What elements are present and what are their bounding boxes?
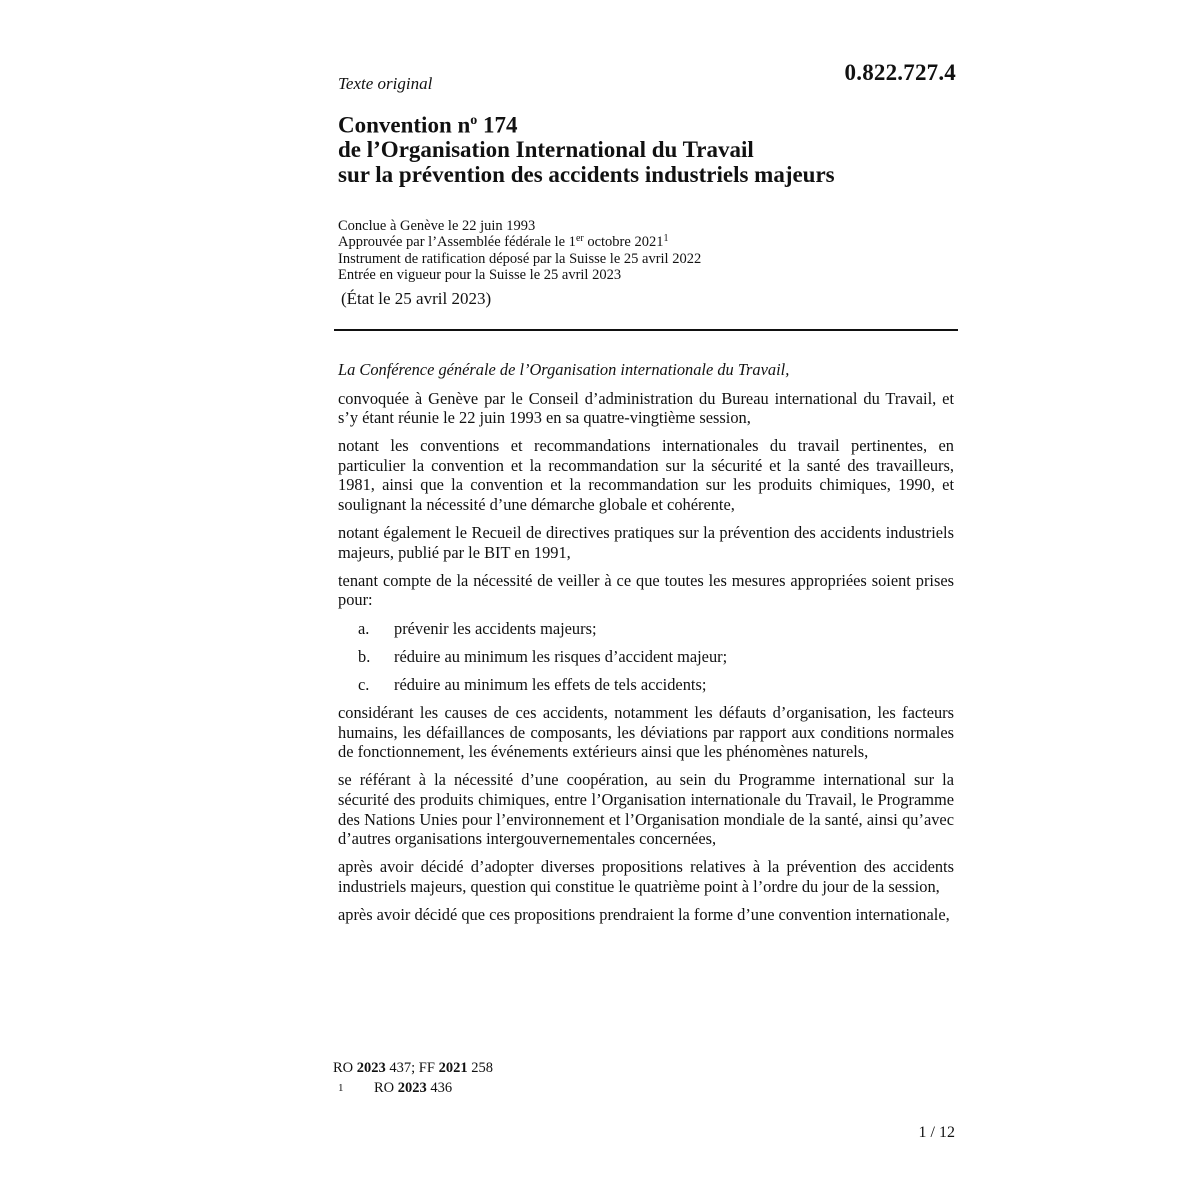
- footnote-mark: 1: [338, 1082, 344, 1094]
- list-item: [338, 647, 954, 667]
- list-item-label: c.: [358, 674, 370, 694]
- original-text-label: Texte original: [338, 74, 433, 93]
- preamble-paragraph: après avoir décidé que ces propositions prendraient la forme d’une convention internationale,: [338, 904, 950, 924]
- list-item: [338, 619, 954, 639]
- preamble-paragraph: notant également le Recueil de directives pratiques sur la prévention des accidents industriels majeurs, publié par le BIT en 1991,: [338, 523, 954, 562]
- title-line-3: sur la prévention des accidents industriels majeurs: [338, 161, 835, 187]
- preamble-paragraph: notant les conventions et recommandations internationales du travail pertinentes, en particulier la convention et la recommandation sur la sécurité et la santé des travailleurs, 1981, ainsi que la convention et la recommandation sur les produits chimiques, 1990, et soulignant la nécessité d’une démarche globale et cohérente,: [338, 436, 954, 515]
- title-line-2: de l’Organisation International du Travail: [338, 137, 754, 163]
- official-references: RO 2023 437; FF 2021 258: [333, 1060, 493, 1076]
- preamble-paragraph: convoquée à Genève par le Conseil d’administration du Bureau international du Travail, et s’y étant réunie le 22 juin 1993 en sa quatre-vingtième session,: [338, 388, 954, 428]
- preamble-paragraph: se référant à la nécessité d’une coopération, au sein du Programme international sur la sécurité des produits chimiques, entre l’Organisation internationale du Travail, le Programme des Nations Unies pour l’environnement et l’Organisation mondiale de la santé, ainsi qu’avec d’autres organisations intergouvernementales concernées,: [338, 770, 954, 849]
- document-metadata: [338, 218, 958, 283]
- concluded-line: Conclue à Genève le 22 juin 1993: [338, 218, 536, 234]
- preamble-paragraph: tenant compte de la nécessité de veiller à ce que toutes les mesures appropriées soient prises pour:: [338, 570, 954, 610]
- ratification-line: Instrument de ratification déposé par la Suisse le 25 avril 2022: [338, 250, 702, 267]
- list-item-label: a.: [358, 618, 370, 638]
- list-item-text: réduire au minimum les effets de tels accidents;: [394, 674, 707, 694]
- preamble-paragraph: après avoir décidé d’adopter diverses propositions relatives à la prévention des accidents industriels majeurs, question qui constitue le quatrième point à l’ordre du jour de la session,: [338, 857, 954, 896]
- entry-into-force-line: Entrée en vigueur pour la Suisse le 25 avril 2023: [338, 266, 622, 283]
- footnote-text: RO 2023 436: [374, 1080, 453, 1096]
- sr-number: 0.822.727.4: [844, 60, 956, 85]
- list-item-text: prévenir les accidents majeurs;: [394, 618, 597, 638]
- footnotes: [333, 1058, 733, 1098]
- document-title: [338, 109, 978, 187]
- list-item-label: b.: [358, 646, 371, 666]
- preamble: [338, 360, 954, 933]
- measures-list: [338, 619, 954, 695]
- title-line-1: Convention $n^o$ 174: [338, 112, 518, 138]
- status-date: (État le 25 avril 2023): [341, 289, 492, 308]
- page-number: 1 / 12: [918, 1124, 955, 1141]
- preamble-intro: La Conférence générale de l’Organisation internationale du Travail,: [338, 360, 790, 379]
- footnote-1: [333, 1078, 733, 1098]
- footnote-ref-1[interactable]: 1: [663, 233, 669, 245]
- list-item-text: réduire au minimum les risques d’accident majeur;: [394, 646, 728, 666]
- header-divider: [334, 329, 958, 331]
- list-item: [338, 675, 954, 695]
- preamble-paragraph: considérant les causes de ces accidents, notamment les défauts d’organisation, les facteurs humains, les défaillances de composants, les déviations par rapport aux conditions normales de fonctionnement, les événements extérieurs ainsi que les phénomènes naturels,: [338, 703, 954, 762]
- approved-line: Approuvée par l’Assemblée fédérale le 1er octobre 2021$^1$: [338, 233, 669, 251]
